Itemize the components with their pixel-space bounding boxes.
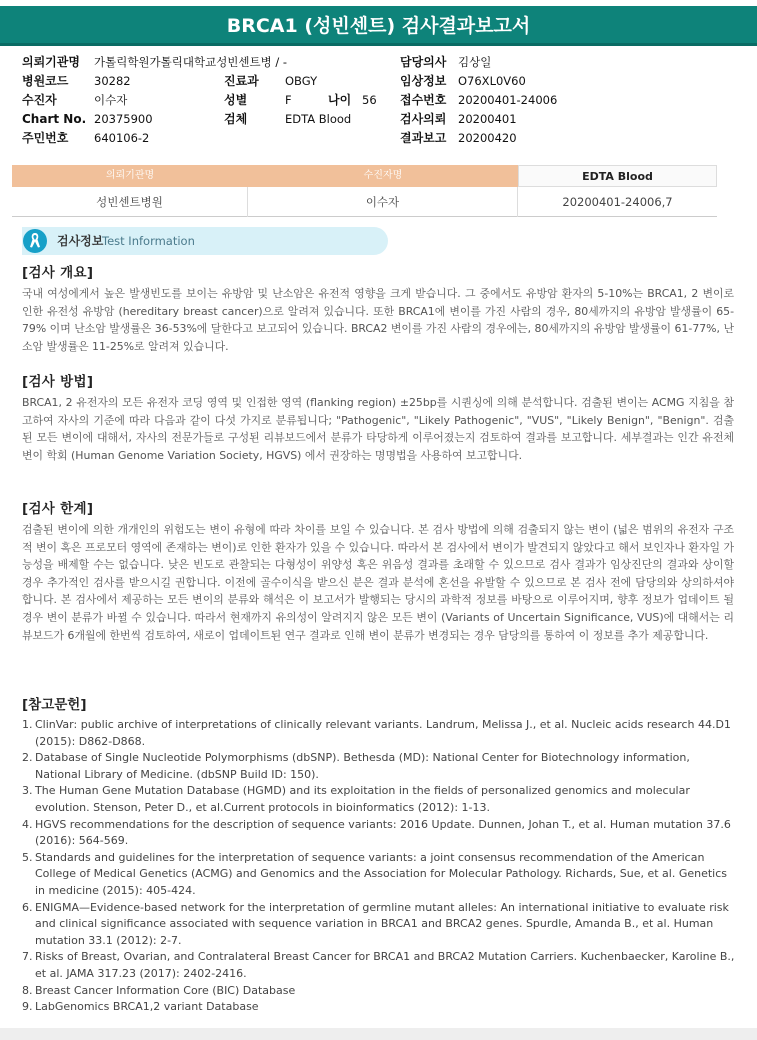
age-label: 나이 (328, 93, 352, 107)
reference-item: 6. ENIGMA—Evidence-based network for the interpretation of germline mutant alleles: An international initiative to evaluate risk and clinical significance associated with sequence variation in BRCA1 and BRCA2 genes. Spurdle, Amanda B., et al. Human mutation 33.1 (2012): 2-7. (22, 900, 729, 947)
department-value: OBGY (285, 74, 318, 88)
reference-item: 7. Risks of Breast, Ovarian, and Contralateral Breast Cancer for BRCA1 and BRCA2 Mutation Carriers. Kuchenbaecker, Karoline B., et al. JAMA 317.23 (2017): 2402-2416. (22, 950, 735, 980)
reference-item: 9. LabGenomics BRCA1,2 variant Database (22, 1000, 259, 1014)
sex-value: F (285, 93, 292, 107)
hospital-code-label: 병원코드 (22, 74, 69, 88)
sex-label: 성별 (224, 93, 248, 107)
reference-item: 3. The Human Gene Mutation Database (HGMD) and its exploitation in the fields of personalized genomics and molecular evolution. Stenson, Peter D., et al.Current protocols in bioinformatics (2012): 1-13. (22, 784, 690, 814)
method-title: [검사 방법] (22, 374, 94, 390)
limitation-body: 검출된 변이에 의한 개개인의 위험도는 변이 유형에 따라 차이를 보일 수 있습니다. 본 검사 방법에 의해 검출되지 않는 변이 (넓은 범위의 유전자 구조적 변이 혹은 프로모터 영역에 존재하는 변이)로 인한 환자가 있을 수 있습니다. 따라서 본 검사에서 변이가 발견되지 않았다고 해서 보인자나 환자일 가능성을 배제할 수는 없습니다. 낮은 빈도로 관찰되는 다형성이 위양성 혹은 위음성 결과를 초래할 수 있으므로 검사 결과가 임상진단의 결과와 상이할 경우 추가적인 검사를 받으시길 권합니다. 이전에 골수이식을 받으신 분은 결과 분석에 혼선을 유발할 수 있으므로 본 검사 전에 담당의와 상의하셔야 합니다. 본 검사에서 제공하는 모든 변이의 분류와 해석은 이 보고서가 발행되는 당시의 과학적 정보를 바탕으로 이루어지며, 향후 정보가 업데이트 될 경우 변이 분류가 바뀔 수 있습니다. 따라서 현재까지 유의성이 알려지지 않은 모든 변이 (Variants of Uncertain Significance, VUS)에 대해서는 리뷰보드가 6개월에 한번씩 검토하여, 새로이 업데이트된 연구 결과로 인해 변이 분류가 변경되는 경우 담당의를 통하여 이 정보를 추가 제공합니다. (22, 523, 734, 642)
report-title: BRCA1 (성빈센트) 검사결과보고서 (0, 6, 757, 46)
id-value: 640106-2 (94, 131, 150, 145)
id-label: 주민번호 (22, 131, 69, 145)
hospital-code-value: 30282 (94, 74, 131, 88)
overview-body: 국내 여성에게서 높은 발생빈도를 보이는 유방암 및 난소암은 유전적 영향을 크게 받습니다. 그 중에서도 유방암 환자의 5-10%는 BRCA1, 2 변이로 인한 유전성 유방암 (hereditary breast cancer)으로 알려져 있습니다. 또한 BRCA1에 변이를 가진 사람의 경우, 80세까지의 유방암 발생률이 65-79% 이며 난소암 발생률은 36-53%에 달한다고 보고되어 있습니다. BRCA2 변이를 가진 사람의 경우에는, 80세까지의 유방암 발생률이 61-77%, 난소암 발생률은 11-25%로 알려져 있습니다. (22, 287, 734, 353)
institution-label: 의뢰기관명 (22, 55, 80, 69)
info-row-4 (22, 110, 732, 129)
info-row-5 (22, 129, 732, 148)
references-title: [참고문헌] (22, 697, 87, 713)
clinical-value: O76XL0V60 (458, 74, 526, 88)
patient-value: 이수자 (94, 93, 128, 107)
page-bottom-strip (0, 1028, 757, 1040)
awareness-ribbon-icon (22, 228, 48, 254)
overview-title: [검사 개요] (22, 265, 94, 281)
department-label: 진료과 (224, 74, 259, 88)
test-info-label-en: Test Information (102, 234, 195, 248)
request-value: 20200401 (458, 112, 517, 126)
reference-item: 1. ClinVar: public archive of interpretations of clinically relevant variants. Landrum, Melissa J., et al. Nucleic acids research 44.D1 (2015): D862-D868. (22, 718, 731, 748)
info-row-3 (22, 91, 732, 110)
sample-table-header (12, 165, 717, 187)
patient-info (22, 53, 732, 148)
reference-item: 4. HGVS recommendations for the description of sequence variants: 2016 Update. Dunnen, Johan T., et al. Human mutation 37.6 (2016): 564-569. (22, 817, 731, 848)
info-row-1 (22, 53, 732, 72)
sample-header-specimen: EDTA Blood (518, 165, 717, 187)
reference-item: 2. Database of Single Nucleotide Polymorphisms (dbSNP). Bethesda (MD): National Center for Biotechnology information, National Library of Medicine. (dbSNP Build ID: 150). (22, 751, 690, 781)
chart-value: 20375900 (94, 112, 153, 126)
sample-header-patient: 수진자명 (248, 165, 518, 187)
report-date-label: 결과보고 (400, 131, 447, 145)
chart-label: Chart No. (22, 112, 87, 126)
test-info-banner (22, 227, 388, 255)
test-info-label: 검사정보 (57, 234, 104, 248)
references-section (22, 693, 737, 1016)
specimen-value: EDTA Blood (285, 112, 352, 126)
method-section (22, 370, 734, 464)
receipt-value: 20200401-24006 (458, 93, 558, 107)
reference-item: 8. Breast Cancer Information Core (BIC) Database (22, 983, 296, 997)
sample-cell-institution: 성빈센트병원 (12, 187, 248, 217)
sample-table (12, 165, 717, 217)
sample-cell-number: 20200401-24006,7 (562, 195, 673, 209)
report-date-value: 20200420 (458, 131, 517, 145)
receipt-label: 접수번호 (400, 93, 447, 107)
specimen-label: 검체 (224, 112, 248, 126)
sample-cell-patient: 이수자 (248, 187, 518, 217)
references-list (22, 717, 737, 1016)
limitation-section (22, 497, 734, 644)
clinical-label: 임상정보 (400, 74, 447, 88)
method-body: BRCA1, 2 유전자의 모든 유전자 코딩 영역 및 인접한 영역 (flanking region) ±25bp를 시퀀싱에 의해 분석합니다. 검출된 변이는 ACMG 지침을 참고하여 자사의 기준에 따라 다음과 같이 다섯 가지로 분류됩니다; "Pathogenic", "Likely Pathogenic", "VUS", "Likely Benign", "Benign". 검출된 모든 변이에 대해서, 자사의 전문가들로 구성된 리뷰보드에서 분류가 타당하게 이루어졌는지 검토하여 결과를 보고합니다. 세부결과는 인간 유전체 변이 학회 (Human Genome Variation Society, HGVS) 에서 권장하는 명명법을 사용하여 보고합니다. (22, 396, 734, 462)
doctor-value: 김상일 (458, 55, 492, 69)
reference-item: 5. Standards and guidelines for the interpretation of sequence variants: a joint consensus recommendation of the American College of Medical Genetics (ACMG) and Genomics and the Association for Molecular Pathology. Richards, Sue, et al. Genetics in medicine (2015): 405-424. (22, 850, 728, 897)
age-value: 56 (362, 93, 377, 107)
limitation-title: [검사 한계] (22, 501, 94, 517)
info-row-2 (22, 72, 732, 91)
institution-value: 가톨릭학원가톨릭대학교성빈센트병 / - (94, 55, 288, 69)
patient-label: 수진자 (22, 93, 57, 107)
overview-section (22, 261, 734, 355)
sample-table-row (12, 187, 717, 217)
sample-header-institution: 의뢰기관명 (12, 165, 248, 187)
request-label: 검사의뢰 (400, 112, 447, 126)
doctor-label: 담당의사 (400, 55, 447, 69)
